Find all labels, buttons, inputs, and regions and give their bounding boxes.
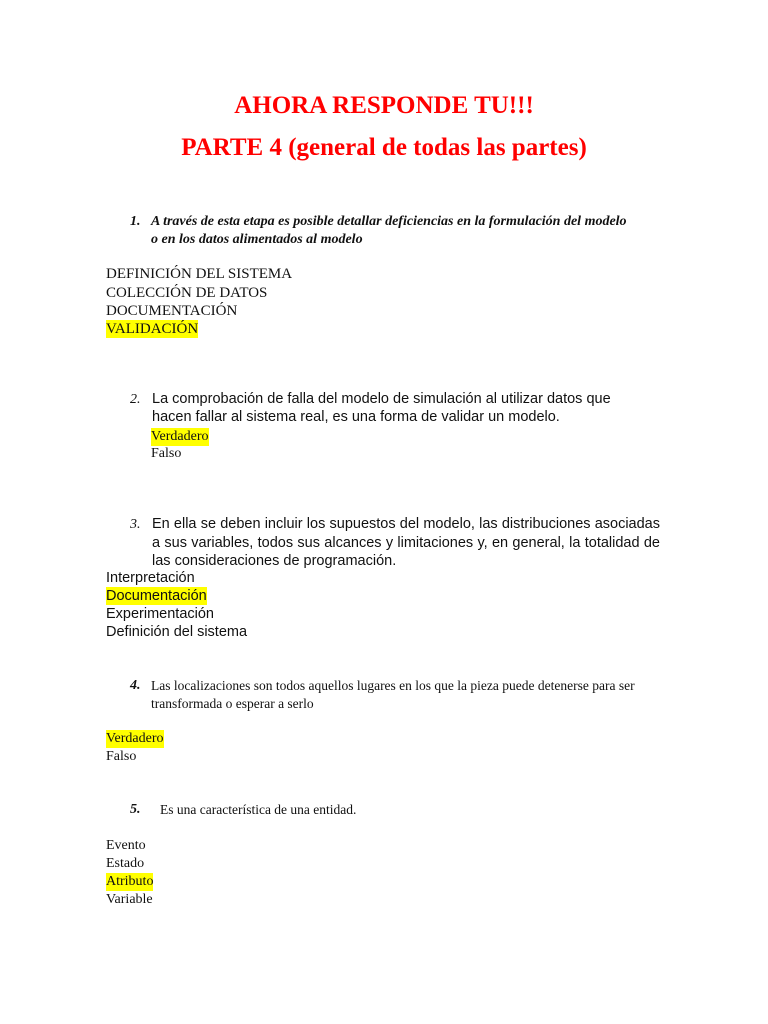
question-number: 3. (130, 517, 141, 532)
option: Definición del sistema (106, 624, 248, 640)
option-highlighted: Verdadero (151, 429, 209, 444)
page-title: AHORA RESPONDE TU!!! (234, 92, 534, 119)
question-text: En ella se deben incluir los supuestos del modelo, las distribuciones asociadas a sus variables, todos sus alcances y limitaciones y, en general, la totalidad de las consideraciones de programación. (152, 516, 660, 569)
option: DEFINICIÓN DEL SISTEMA (106, 266, 293, 282)
question-text: La comprobación de falla del modelo de simulación al utilizar datos que hacen fallar al sistema real, es una forma de validar un modelo. (152, 391, 611, 425)
question-text: A través de esta etapa es posible detallar deficiencias en la formulación del modelo o en los datos alimentados al modelo (151, 214, 627, 247)
option: Estado (106, 856, 145, 871)
option-highlighted: Documentación (106, 588, 207, 604)
option: Variable (106, 892, 153, 907)
question-number: 2. (130, 392, 141, 407)
page-subtitle: PARTE 4 (general de todas las partes) (181, 134, 587, 161)
question-text: Las localizaciones son todos aquellos lugares en los que la pieza puede detenerse para ser transformada o esperar a serlo (151, 678, 635, 711)
question-number: 5. (130, 802, 141, 817)
option: COLECCIÓN DE DATOS (106, 285, 268, 301)
option: Falso (106, 749, 137, 764)
option: DOCUMENTACIÓN (106, 303, 238, 319)
question-number: 1. (130, 214, 141, 229)
option: Experimentación (106, 606, 214, 622)
option-highlighted: VALIDACIÓN (106, 321, 199, 337)
option: Evento (106, 838, 146, 853)
question-number: 4. (130, 678, 141, 693)
option-highlighted: Verdadero (106, 731, 164, 746)
option: Interpretación (106, 570, 195, 586)
question-text: Es una característica de una entidad. (160, 802, 357, 817)
option: Falso (151, 446, 182, 461)
option-highlighted: Atributo (106, 874, 154, 889)
